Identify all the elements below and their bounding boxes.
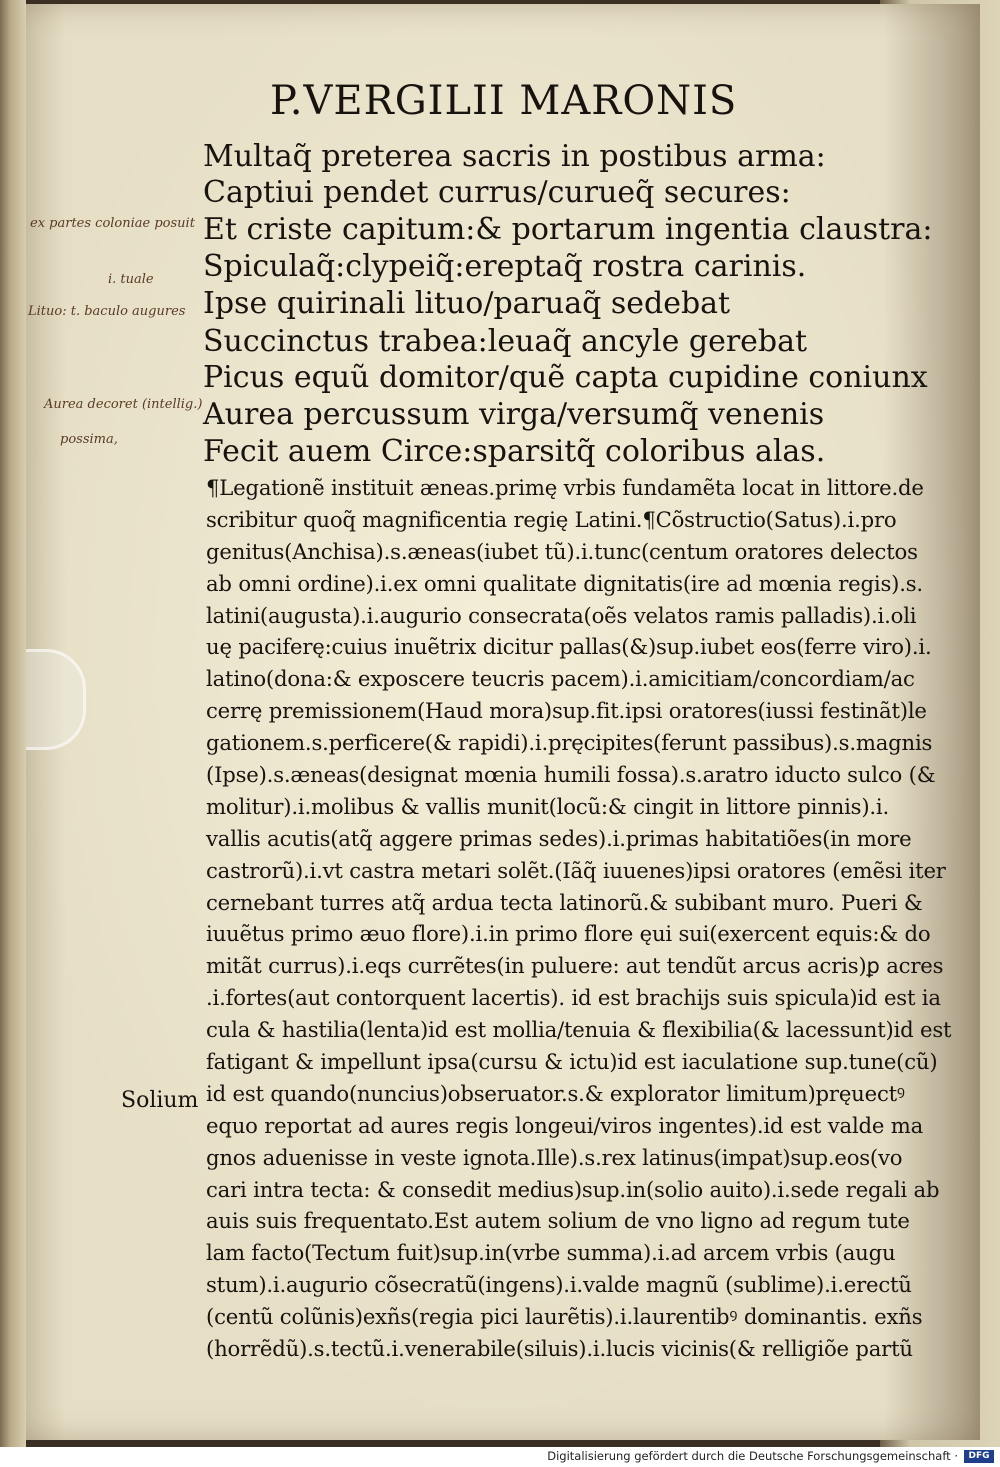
commentary-line: castrorũ).i.vt castra metari solẽt.(Iãq̃ iuuenes)ipsi oratores (emẽsi iter (206, 857, 946, 883)
verse-line: Spiculaq̃:clypeiq̃:ereptaq̃ rostra carinis. (203, 249, 807, 284)
handwritten-note: i. tuale (108, 272, 154, 287)
commentary-line: (Ipse).s.æneas(designat mœnia humili fossa).s.aratro iducto sulco (& (206, 762, 936, 788)
commentary-line: molitur).i.molibus & vallis munit(locũ:& cingit in littore pinnis).i. (206, 793, 890, 819)
commentary-line: gationem.s.perficere(& rapidi).i.pręcipites(ferunt passibus).s.magnis (206, 730, 933, 756)
dfg-logo-icon: DFG (964, 1450, 994, 1463)
commentary-line: cula & hastilia(lenta)id est mollia/tenuia & flexibilia(& lacessunt)id est (206, 1017, 952, 1043)
book-page (8, 4, 980, 1440)
commentary-line: id est quando(nuncius)obseruator.s.& explorator limitum)pręuectꝰ (206, 1080, 905, 1106)
commentary-line: (horrẽdũ).s.tectũ.i.venerabile(siluis).i.lucis vicinis(& relligiõe partũ (206, 1336, 913, 1362)
commentary-line: .i.fortes(aut contorquent lacertis). id est brachijs suis spicula)id est ia (206, 985, 941, 1011)
verse-line: Ipse quirinali lituo/paruaq̃ sedebat (203, 286, 731, 321)
commentary-line: latini(augusta).i.augurio consecrata(oẽs velatos ramis palladis).i.oli (206, 602, 917, 628)
commentary-line: mitãt currus).i.eqs currẽtes(in puluere: aut tendũt arcus acris)ꝑ acres (206, 953, 944, 979)
verse-line: Multaq̃ preterea sacris in postibus arma: (203, 139, 826, 174)
handwritten-note: Aurea decoret (intellig.) (44, 397, 203, 412)
verse-line: Captiui pendet currus/curueq̃ secures: (203, 175, 791, 210)
commentary-line: genitus(Anchisa).s.æneas(iubet tũ).i.tunc(centum oratores delectos (206, 538, 918, 564)
commentary-line: ¶Legationẽ instituit æneas.primę vrbis fundamẽta locat in littore.de (206, 475, 924, 500)
handwritten-note: ex partes coloniae posuit (30, 216, 195, 231)
commentary-line: scribitur quoq̃ magnificentia regię Latini.¶Cõstructio(Satus).i.pro (206, 506, 897, 532)
page-edge (0, 0, 26, 1447)
commentary-block (206, 472, 952, 1365)
handwritten-note: possima, (60, 432, 118, 447)
verse-line: Et criste capitum:& portarum ingentia claustra: (203, 212, 933, 247)
footer-bar (0, 1447, 1000, 1467)
handwritten-note: Lituo: t. baculo augures (28, 304, 186, 319)
commentary-line: fatigant & impellunt ipsa(cursu & ictu)id est iaculatione sup.tune(cũ) (206, 1049, 938, 1075)
commentary-line: equo reportat ad aures regis longeui/viros ingentes).id est valde ma (206, 1112, 924, 1138)
commentary-line: ab omni ordine).i.ex omni qualitate dignitatis(ire ad mœnia regis).s. (206, 570, 923, 596)
commentary-line: latino(dona:& exposcere teucris pacem).i.amicitiam/concordiam/ac (206, 666, 915, 692)
commentary-line: cari intra tecta: & consedit medius)sup.in(solio auito).i.sede regali ab (206, 1176, 940, 1202)
verse-line: Succinctus trabea:leuaq̃ ancyle gerebat (203, 324, 808, 359)
commentary-line: cerrę premissionem(Haud mora)sup.fit.ipsi oratores(iussi festinãt)le (206, 698, 927, 724)
commentary-line: iuuẽtus primo æuo flore).i.in primo flore ęui sui(exercent equis:& do (206, 921, 931, 947)
commentary-line: vallis acutis(atq̃ aggere primas sedes).i.primas habitatiões(in more (206, 825, 912, 851)
commentary-line: (centũ colũnis)exñs(regia pici laurẽtis).i.laurentibꝰ dominantis. exñs (206, 1304, 923, 1330)
commentary-line: lam facto(Tectum fuit)sup.in(vrbe summa).i.ad arcem vrbis (augu (206, 1240, 896, 1266)
commentary-line: stum).i.augurio cõsecratũ(ingens).i.valde magnũ (sublime).i.erectũ (206, 1272, 912, 1298)
footer-credit: Digitalisierung gefördert durch die Deutsche Forschungsgemeinschaft · (547, 1449, 958, 1463)
margin-label: Solium (121, 1088, 199, 1113)
running-head: P.VERGILII MARONIS (270, 78, 738, 124)
verse-line: Picus equũ domitor/quẽ capta cupidine coniunx (203, 360, 928, 395)
commentary-line: cernebant turres atq̃ ardua tecta latinorũ.& subibant muro. Pueri & (206, 889, 923, 915)
verse-line: Fecit auem Circe:sparsitq̃ coloribus alas. (203, 434, 826, 469)
commentary-line: gnos aduenisse in veste ignota.Ille).s.rex latinus(impat)sup.eos(vo (206, 1144, 903, 1170)
commentary-line: uę paciferę:cuius inuẽtrix dicitur pallas(&)sup.iubet eos(ferre viro).i. (206, 634, 932, 660)
verse-line: Aurea percussum virga/versumq̃ venenis (203, 397, 825, 432)
commentary-line: auis suis frequentato.Est autem solium de vno ligno ad regum tute (206, 1208, 910, 1234)
